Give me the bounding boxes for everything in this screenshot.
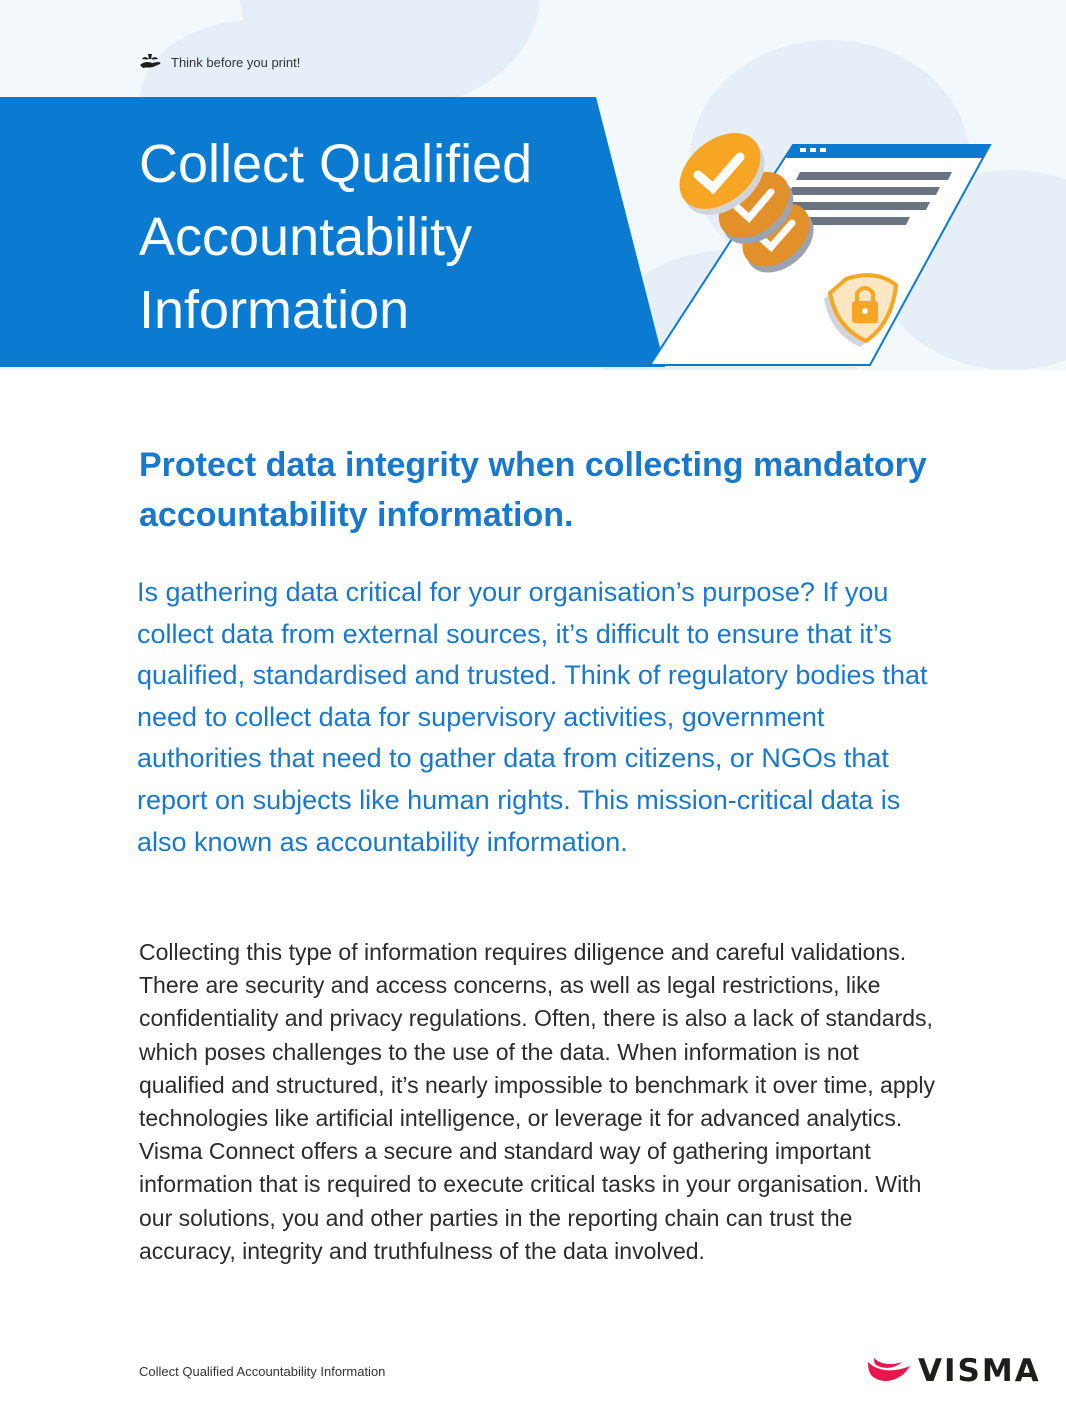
- header-illustration: [640, 115, 1040, 375]
- lead-heading: Protect data integrity when collecting mandatory accountability information.: [139, 446, 927, 534]
- page-title: Collect Qualified Accountability Information: [139, 134, 533, 340]
- intro-paragraph: Is gathering data critical for your organisation’s purpose? If you collect data from external sources, it’s difficult to ensure that it’s qualified, standardised and trusted. Think of regulatory bodies that need to collect data for supervisory activities, government authorities that need to gather data from citizens, or NGOs that report on subjects like human rights. This mission-critical data is also known as accountability information.: [137, 577, 928, 857]
- print-note-text: Think before you print!: [171, 54, 301, 70]
- body-paragraph: Collecting this type of information requires diligence and careful validations. There are security and access concerns, as well as legal restrictions, like confidentiality and privacy regulations. Often, there is also a lack of standards, which poses challenges to the use of the data. When information is not qualified and structured, it’s nearly impossible to benchmark it over time, apply technologies like artificial intelligence, or leverage it for advanced analytics. Visma Connect offers a secure and standard way of gathering important information that is required to execute critical tasks in your organisation. With our solutions, you and other parties in the reporting chain can trust the accuracy, integrity and truthfulness of the data involved.: [139, 939, 936, 1264]
- visma-logo: [866, 1353, 1041, 1389]
- print-note: [139, 53, 300, 71]
- logo-wordmark: VISMA: [918, 1353, 1041, 1389]
- hand-plant-icon: [139, 53, 163, 71]
- footer-document-title: Collect Qualified Accountability Information: [139, 1364, 386, 1379]
- visma-swoosh-icon: [866, 1356, 912, 1386]
